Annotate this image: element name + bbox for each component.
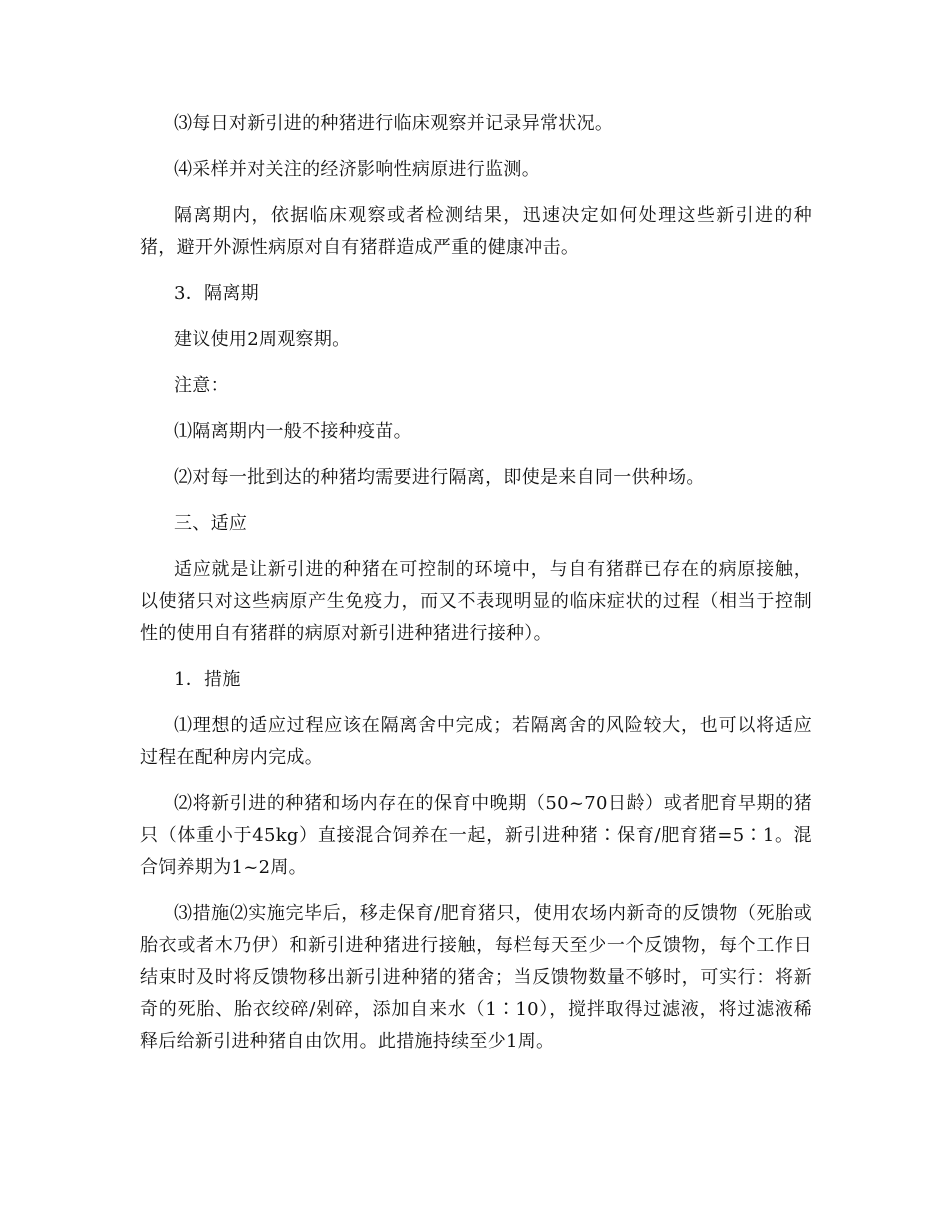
paragraph-pathogen-monitoring: ⑷采样并对关注的经济影响性病原进行监测。 xyxy=(174,159,540,180)
section-heading-isolation-period: 3．隔离期 xyxy=(174,283,259,304)
paragraph-batch-isolation: ⑵对每一批到达的种猪均需要进行隔离，即使是来自同一供种场。 xyxy=(174,467,705,488)
paragraph-isolation-decision: 隔离期内，依据临床观察或者检测结果，迅速决定如何处理这些新引进的种猪，避开外源性病原对自有猪群造成严重的健康冲击。 xyxy=(140,205,812,258)
paragraph-adaptation-definition: 适应就是让新引进的种猪在可控制的环境中，与自有猪群已存在的病原接触，以使猪只对这些病原产生免疫力，而又不表现明显的临床症状的过程（相当于控制性的使用自有猪群的病原对新引进种猪进行接种）。 xyxy=(140,559,812,644)
paragraph-measure-3: ⑶措施⑵实施完毕后，移走保育/肥育猪只，使用农场内新奇的反馈物（死胎或胎衣或者木乃伊）和新引进种猪进行接触，每栏每天至少一个反馈物，每个工作日结束时及时将反馈物移出新引进种猪的猪舍；当反馈物数量不够时，可实行：将新奇的死胎、胎衣绞碎/剁碎，添加自来水（1∶10），搅拌取得过滤液，将过滤液稀释后给新引进种猪自由饮用。此措施持续至少1周。 xyxy=(140,903,812,1052)
paragraph-measure-2: ⑵将新引进的种猪和场内存在的保育中晚期（50~70日龄）或者肥育早期的猪只（体重小于45kg）直接混合饲养在一起，新引进种猪∶保育/肥育猪=5∶1。混合饲养期为1~2周。 xyxy=(140,793,812,878)
section-heading-adaptation: 三、适应 xyxy=(174,513,248,534)
paragraph-observation-period: 建议使用2周观察期。 xyxy=(174,329,351,350)
paragraph-notice-label: 注意： xyxy=(174,375,229,396)
document-body xyxy=(140,108,812,1072)
paragraph-no-vaccination: ⑴隔离期内一般不接种疫苗。 xyxy=(174,421,412,442)
section-heading-measures: 1．措施 xyxy=(174,669,241,690)
paragraph-observation-record: ⑶每日对新引进的种猪进行临床观察并记录异常状况。 xyxy=(174,113,614,134)
paragraph-measure-1: ⑴理想的适应过程应该在隔离舍中完成；若隔离舍的风险较大，也可以将适应过程在配种房内完成。 xyxy=(140,715,812,768)
